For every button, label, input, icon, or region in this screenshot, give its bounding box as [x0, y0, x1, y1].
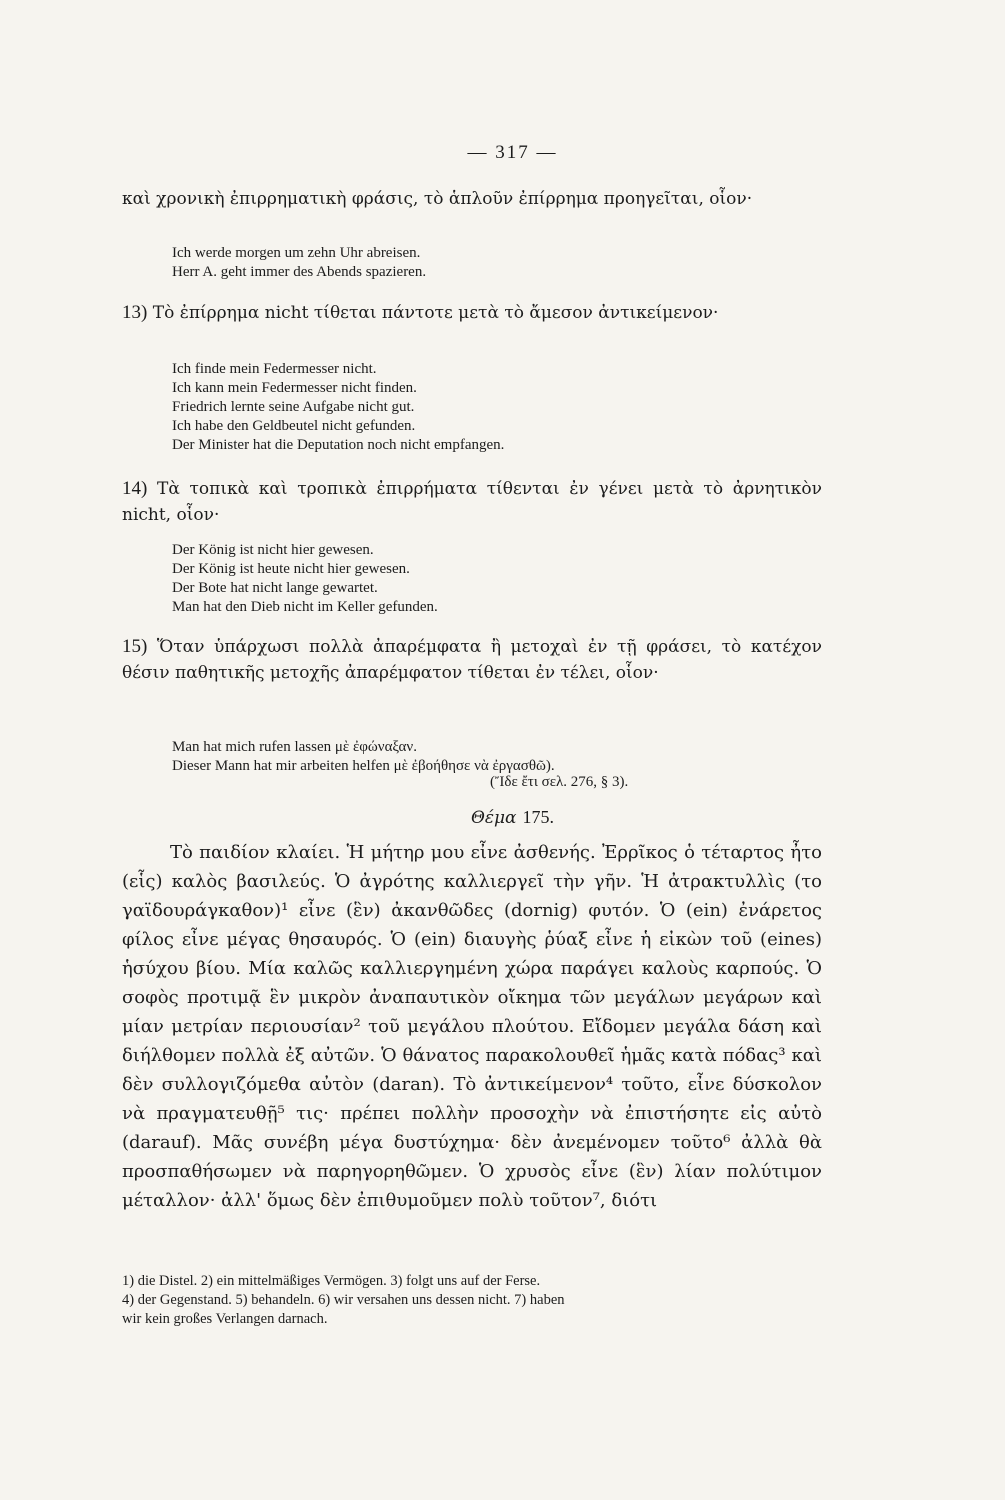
example-line: Der Minister hat die Deputation noch nicht empfangen.	[172, 437, 505, 453]
example-line: Ich finde mein Federmesser nicht.	[172, 361, 377, 377]
example-line: Der König ist heute nicht hier gewesen.	[172, 561, 410, 577]
intro-paragraph: καὶ χρονικὴ ἐπιρρηματικὴ φράσις, τὸ ἁπλοῦν ἐπίρρημα προηγεῖται, οἷον·	[122, 189, 753, 209]
intro-examples	[172, 244, 812, 282]
example-line: Man hat mich rufen lassen μὲ ἐφώναξαν.	[172, 739, 417, 755]
exercise-text: Τὸ παιδίον κλαίει. Ἡ μήτηρ μου εἶνε ἀσθενής. Ἐρρῖκος ὁ τέταρτος ἦτο (εἷς) καλὸς βασιλεύς. Ὁ ἀγρότης καλλιεργεῖ τὴν γῆν. Ἡ ἀτρακτυλλὶς (το γαϊδουράγκαθον)¹ εἶνε (ἓν) ἀκανθῶδες (dornig) φυτόν. Ὁ (ein) ἐνάρετος φίλος εἶνε μέγας θησαυρός. Ὁ (ein) διαυγὴς ῥύαξ εἶνε ἡ εἰκὼν τοῦ (eines) ἡσύχου βίου. Μία καλῶς καλλιεργημένη χώρα παράγει καλοὺς καρπούς. Ὁ σοφὸς προτιμᾷ ἓν μικρὸν ἀναπαυτικὸν οἴκημα τῶν μεγάλων μεγάρων καὶ μίαν μετρίαν περιουσίαν² τοῦ μεγάλου πλούτου. Εἴδομεν μεγάλα δάση καὶ διήλθομεν πολλὰ ἐξ αὐτῶν. Ὁ θάνατος παρακολουθεῖ ἡμᾶς κατὰ πόδας³ καὶ δὲν συλλογιζόμεθα αὐτὸν (daran). Τὸ ἀντικείμενον⁴ τοῦτο, εἶνε δύσκολον νὰ πραγματευθῇ⁵ τις· πρέπει πολλὴν προσοχὴν νὰ ἐπιστήσητε εἰς αὐτὸ (darauf). Μᾶς συνέβη μέγα δυστύχημα· δὲν ἀνεμένομεν τοῦτο⁶ ἀλλὰ θὰ προσπαθήσωμεν νὰ παρηγορηθῶμεν. Ὁ χρυσὸς εἶνε (ἓν) λίαν πολύτιμον μέταλλον· ἀλλ' ὅμως δὲν ἐπιθυμοῦμεν πολὺ τοῦτον⁷, διότι	[122, 842, 822, 1211]
section-text: Τὸ ἐπίρρημα nicht τίθεται πάντοτε μετὰ τὸ ἄμεσον ἀντικείμενον·	[152, 303, 719, 323]
section-14-examples	[172, 541, 812, 617]
section-15	[122, 634, 822, 686]
section-number: 14)	[122, 478, 148, 499]
footnotes	[122, 1272, 822, 1329]
section-text: Ὅταν ὑπάρχωσι πολλὰ ἀπαρέμφατα ἢ μετοχαὶ ἐν τῇ φράσει, τὸ κατέχον θέσιν παθητικῆς μετοχῆς ἀπαρέμφατον τίθεται ἐν τέλει, οἷον·	[122, 637, 823, 683]
theme-label: Θέμα	[470, 808, 517, 828]
footnote-line: wir kein großes Verlangen darnach.	[122, 1311, 328, 1327]
example-line: Herr A. geht immer des Abends spazieren.	[172, 264, 427, 280]
example-line: Ich werde morgen um zehn Uhr abreisen.	[172, 245, 421, 261]
footnote-line: 1) die Distel. 2) ein mittelmäßiges Vermögen. 3) folgt uns auf der Ferse.	[122, 1273, 541, 1289]
cross-reference: (Ἴδε ἔτι σελ. 276, § 3).	[490, 774, 629, 790]
section-13	[122, 300, 822, 326]
section-number: 15)	[122, 636, 148, 657]
example-line: Ich kann mein Federmesser nicht finden.	[172, 380, 417, 396]
example-line: Friedrich lernte seine Aufgabe nicht gut.	[172, 399, 415, 415]
footnote-line: 4) der Gegenstand. 5) behandeln. 6) wir versahen uns dessen nicht. 7) haben	[122, 1292, 565, 1308]
example-line: Der Bote hat nicht lange gewartet.	[172, 580, 378, 596]
example-line: Dieser Mann hat mir arbeiten helfen μὲ ἐβοήθησε νὰ ἐργασθῶ).	[172, 758, 555, 774]
example-line: Man hat den Dieb nicht im Keller gefunden.	[172, 599, 438, 615]
section-13-examples	[172, 360, 812, 455]
theme-number: 175.	[522, 807, 555, 827]
section-15-examples	[172, 738, 812, 776]
section-14	[122, 476, 822, 528]
section-text: Τὰ τοπικὰ καὶ τροπικὰ ἐπιρρήματα τίθενται ἐν γένει μετὰ τὸ ἀρνητικὸν nicht, οἷον·	[122, 479, 823, 525]
section-number: 13)	[122, 302, 148, 323]
example-line: Ich habe den Geldbeutel nicht gefunden.	[172, 418, 416, 434]
exercise-heading	[0, 807, 1005, 828]
page-number: — 317 —	[467, 142, 558, 163]
example-line: Der König ist nicht hier gewesen.	[172, 542, 374, 558]
